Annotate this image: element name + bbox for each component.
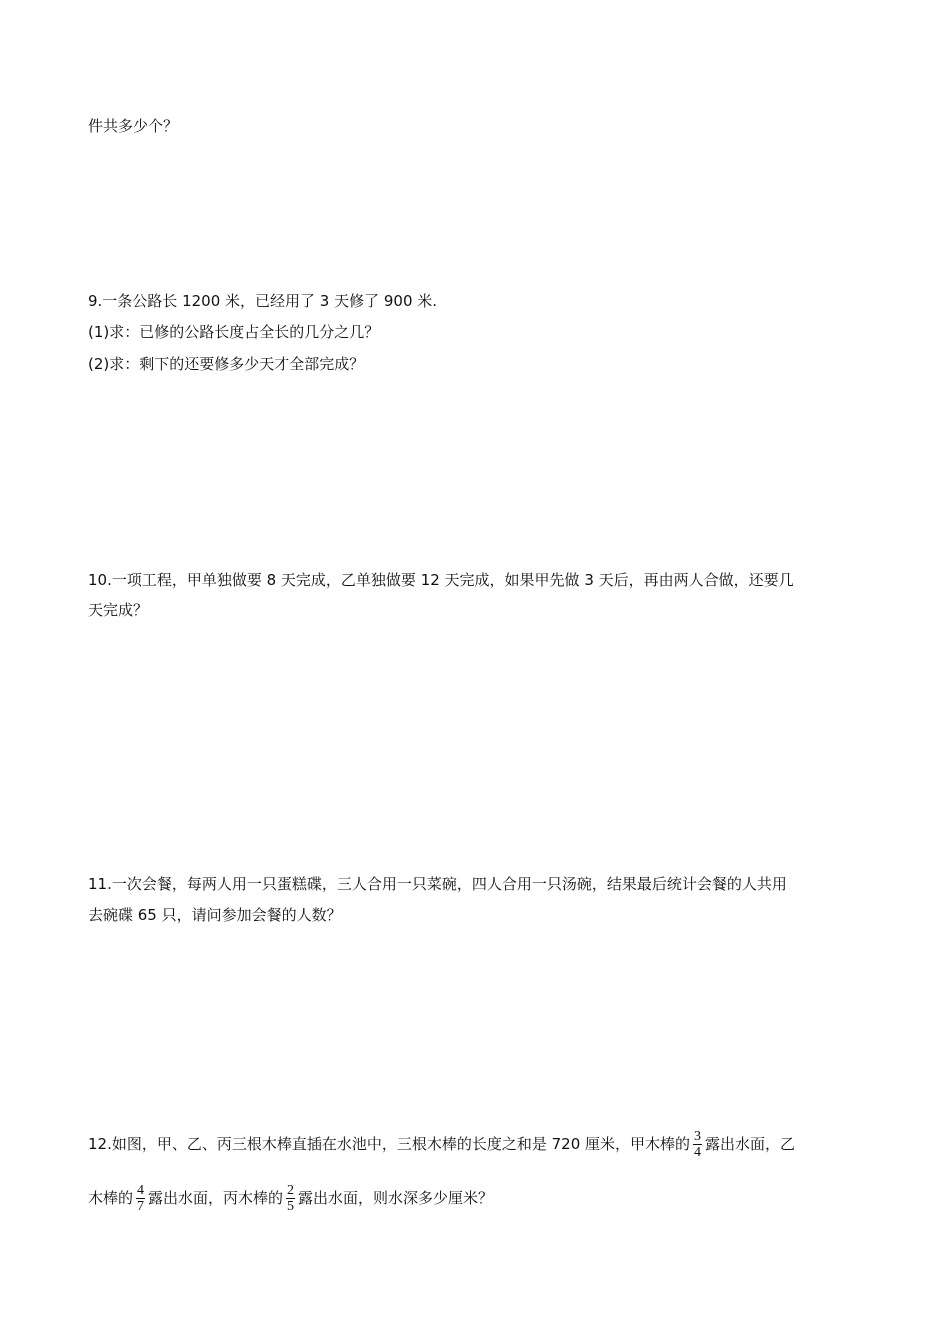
fraction-numerator: 4: [137, 1183, 145, 1198]
q12-text-e: 露出水面，则水深多少厘米？: [298, 1189, 494, 1207]
fraction-numerator: 2: [287, 1183, 295, 1198]
fraction-two-fifths: [286, 1183, 295, 1214]
q11-line-1: 11.一次会餐，每两人用一只蛋糕碟，三人合用一只菜碗，四人合用一只汤碗，结果最后统计会餐的人共用: [88, 875, 787, 893]
q8-continuation: 件共多少个？: [88, 117, 179, 135]
fraction-denominator: 7: [137, 1199, 145, 1214]
q12-text-b: 露出水面，乙: [705, 1135, 796, 1153]
q12-line-2: [88, 1178, 493, 1218]
q12-text-c: 木棒的: [88, 1189, 134, 1207]
q12-line-1: [88, 1124, 795, 1164]
fraction-three-quarters: [693, 1129, 702, 1160]
fraction-four-sevenths: [136, 1183, 145, 1214]
fraction-denominator: 4: [694, 1145, 702, 1160]
q10-line-2: 天完成？: [88, 601, 149, 619]
q9-part-1: (1)求：已修的公路长度占全长的几分之几？: [88, 323, 380, 341]
fraction-denominator: 5: [287, 1199, 295, 1214]
fraction-numerator: 3: [694, 1129, 702, 1144]
q9-part-2: (2)求：剩下的还要修多少天才全部完成？: [88, 355, 365, 373]
q12-text-d: 露出水面，丙木棒的: [148, 1189, 284, 1207]
q11-line-2: 去碗碟 65 只，请问参加会餐的人数？: [88, 906, 342, 924]
q12-text-a: 12.如图，甲、乙、丙三根木棒直插在水池中，三根木棒的长度之和是 720 厘米，甲木棒的: [88, 1135, 691, 1153]
q9-stem: 9.一条公路长 1200 米，已经用了 3 天修了 900 米.: [88, 292, 438, 310]
q10-line-1: 10.一项工程，甲单独做要 8 天完成，乙单独做要 12 天完成，如果甲先做 3 天后，再由两人合做，还要几: [88, 571, 794, 589]
